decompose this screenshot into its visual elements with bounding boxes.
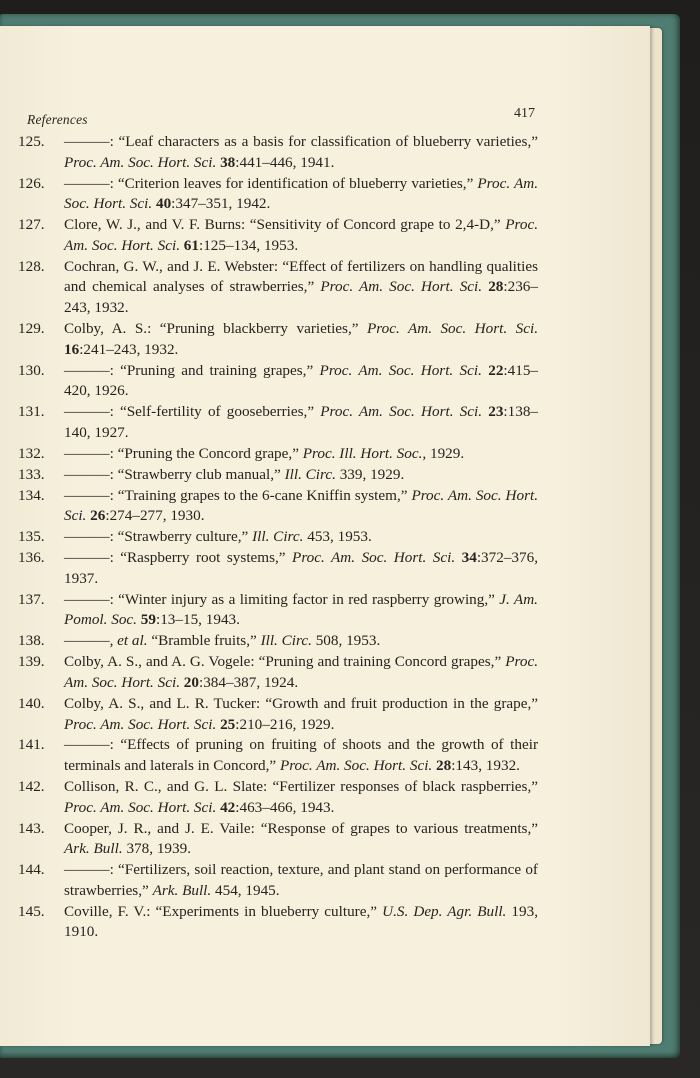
reference-author: ——— — [64, 736, 110, 754]
reference-pages-year: 339, 1929. — [335, 465, 405, 483]
reference-journal: Proc. Am. Soc. Hort. Sci. — [64, 216, 538, 254]
reference-entry — [18, 902, 538, 943]
reference-author: ——— — [64, 133, 110, 150]
reference-journal: J. Am. Pomol. Soc. — [64, 590, 538, 629]
reference-title: : “Sensitivity of Concord grape to 2,4-D,” — [240, 216, 506, 234]
reference-volume: 28 — [436, 757, 452, 775]
reference-text — [64, 362, 538, 400]
reference-volume: 20 — [183, 673, 199, 691]
reference-pages-year: :210–216, 1929. — [235, 715, 335, 733]
reference-author: ——— — [64, 174, 110, 192]
reference-journal: Proc. Am. Soc. Hort. Sci. — [366, 320, 538, 338]
reference-pages-year: :463–466, 1943. — [235, 798, 335, 816]
reference-title: : “Pruning the Concord grape,” — [109, 444, 303, 462]
reference-pages-year: :274–277, 1930. — [105, 507, 205, 525]
reference-text — [64, 861, 538, 899]
reference-entry — [18, 132, 538, 173]
reference-title: : “Effect of fertilizers on handling qualities and chemical analyses of strawberries,” — [64, 257, 538, 296]
reference-volume: 34 — [461, 549, 477, 567]
reference-pages-year: :138–140, 1927. — [64, 403, 539, 441]
reference-journal: Proc. Am. Soc. Hort. Sci. — [292, 549, 456, 567]
reference-journal: Proc. Am. Soc. Hort. Sci. — [64, 715, 217, 733]
reference-entry — [18, 548, 538, 589]
reference-author: ——— — [64, 632, 110, 650]
reference-journal: Ark. Bull. — [152, 881, 212, 899]
reference-entry — [18, 735, 538, 776]
reference-pages-year: 508, 1953. — [311, 632, 381, 650]
reference-journal: Ill. Circ. — [252, 528, 304, 546]
reference-entry — [18, 465, 538, 486]
reference-author: Cooper, J. R., and J. E. Vaile — [64, 819, 251, 837]
reference-entry — [18, 631, 538, 652]
reference-list — [18, 132, 538, 943]
reference-journal: Proc. Am. Soc. Hort. Sci. — [279, 757, 433, 775]
reference-title: : “Pruning and training Concord grapes,” — [250, 653, 506, 671]
reference-text — [64, 778, 538, 816]
reference-title: : “Growth and fruit production in the grape,” — [256, 694, 538, 712]
reference-title: : “Winter injury as a limiting factor in red raspberry growing,” — [109, 590, 500, 608]
reference-journal: Proc. Am. Soc. Hort. Sci. — [64, 153, 217, 171]
reference-entry — [18, 257, 538, 319]
reference-text — [64, 175, 538, 213]
reference-text — [64, 466, 404, 483]
reference-number: 145. — [18, 902, 45, 920]
reference-text — [64, 632, 380, 649]
reference-entry — [18, 215, 538, 256]
reference-pages-year: :384–387, 1924. — [198, 673, 299, 691]
reference-volume: 25 — [220, 715, 236, 733]
reference-author: Colby, A. S., and A. G. Vogele — [64, 653, 251, 671]
reference-number: 126. — [18, 174, 45, 192]
reference-text — [64, 736, 538, 774]
reference-author: ——— — [64, 590, 110, 608]
reference-entry — [18, 486, 538, 527]
reference-author: Collison, R. C., and G. L. Slate — [64, 777, 263, 795]
reference-pages-year: :347–351, 1942. — [171, 195, 271, 213]
reference-journal: Proc. Ill. Hort. Soc., — [302, 444, 427, 462]
reference-number: 143. — [18, 819, 45, 837]
reference-author: ——— — [64, 486, 110, 504]
reference-title: : “Strawberry club manual,” — [109, 465, 285, 483]
reference-number: 132. — [18, 444, 45, 462]
reference-entry — [18, 402, 538, 443]
reference-author: Coville, F. V. — [64, 902, 147, 920]
running-header — [27, 86, 535, 127]
reference-journal: Proc. Am. Soc. Hort. Sci. — [64, 486, 538, 525]
reference-number: 144. — [18, 861, 45, 879]
reference-number: 134. — [18, 486, 45, 504]
reference-volume: 23 — [488, 403, 504, 421]
reference-pages-year: :415–420, 1926. — [64, 361, 539, 400]
reference-entry — [18, 527, 538, 548]
reference-title: : “Response of grapes to various treatments,” — [250, 819, 538, 837]
reference-volume: 59 — [140, 611, 156, 629]
reference-title: : “Fertilizers, soil reaction, texture, and plant stand on performance of strawberries,” — [64, 861, 538, 899]
book-page — [0, 26, 650, 1046]
reference-journal: Proc. Am. Soc. Hort. Sci. — [64, 798, 217, 816]
reference-author: Colby, A. S. — [64, 320, 148, 338]
reference-pages-year: 193, 1910. — [64, 902, 539, 941]
reference-title: : “Leaf characters as a basis for classification of blueberry varieties,” — [109, 133, 538, 150]
reference-volume: 26 — [90, 507, 106, 525]
reference-entry — [18, 819, 538, 860]
reference-pages-year: :125–134, 1953. — [198, 236, 299, 254]
reference-text — [64, 695, 538, 733]
reference-pages-year: :13–15, 1943. — [155, 611, 240, 629]
reference-entry — [18, 319, 538, 360]
reference-number: 139. — [18, 653, 45, 671]
reference-entry — [18, 652, 538, 693]
reference-journal: Ark. Bull. — [64, 840, 123, 858]
reference-entry — [18, 361, 538, 402]
reference-text — [64, 653, 538, 691]
reference-title: : “Pruning and training grapes,” — [109, 361, 320, 379]
reference-entry — [18, 174, 538, 215]
reference-title: : “Training grapes to the 6-cane Kniffin system,” — [109, 486, 412, 504]
reference-pages-year: :241–243, 1932. — [79, 340, 179, 358]
reference-entry — [18, 590, 538, 631]
reference-volume: 22 — [488, 361, 504, 379]
reference-author: Clore, W. J., and V. F. Burns — [64, 216, 241, 234]
reference-title: : “Fertilizer responses of black raspberries,” — [263, 777, 538, 795]
reference-pages-year: :372–376, 1937. — [64, 549, 539, 587]
reference-text — [64, 320, 538, 358]
reference-author: Colby, A. S., and L. R. Tucker — [64, 694, 256, 712]
reference-text — [64, 528, 372, 545]
reference-pages-year: :236–243, 1932. — [64, 278, 538, 317]
reference-volume: 28 — [488, 278, 504, 296]
reference-number: 140. — [18, 694, 45, 712]
reference-number: 138. — [18, 632, 45, 650]
reference-text — [64, 258, 538, 316]
reference-number: 131. — [18, 403, 45, 421]
reference-author: ——— — [64, 361, 110, 379]
reference-number: 142. — [18, 777, 45, 795]
reference-entry — [18, 777, 538, 818]
reference-text — [64, 216, 538, 254]
reference-text — [64, 487, 538, 525]
reference-text — [64, 591, 538, 629]
reference-title: “Bramble fruits,” — [147, 632, 261, 650]
reference-text — [64, 133, 538, 171]
reference-title: : “Criterion leaves for identification of blueberry varieties,” — [109, 174, 478, 192]
reference-journal: Proc. Am. Soc. Hort. Sci. — [64, 174, 538, 213]
reference-journal: Proc. Am. Soc. Hort. Sci. — [320, 403, 483, 421]
reference-journal: Proc. Am. Soc. Hort. Sci. — [320, 278, 483, 296]
reference-author: ——— — [64, 444, 110, 462]
reference-volume: 40 — [155, 195, 172, 213]
reference-title: : “Experiments in blueberry culture,” — [146, 902, 383, 920]
reference-volume: 61 — [183, 236, 199, 254]
reference-author: Cochran, G. W., and J. E. Webster — [64, 257, 274, 275]
reference-text — [64, 903, 538, 941]
reference-number: 128. — [18, 257, 45, 275]
reference-number: 135. — [18, 528, 45, 546]
reference-pages-year: 454, 1945. — [211, 881, 280, 899]
reference-title: : “Strawberry culture,” — [109, 528, 253, 546]
reference-number: 137. — [18, 590, 45, 608]
reference-pages-year: :143, 1932. — [451, 757, 520, 775]
reference-title: : “Raspberry root systems,” — [109, 549, 293, 567]
reference-text — [64, 549, 538, 587]
reference-number: 130. — [18, 361, 45, 379]
reference-text — [64, 820, 538, 858]
reference-title: : “Pruning blackberry varieties,” — [147, 320, 367, 338]
reference-number: 136. — [18, 549, 45, 567]
reference-entry — [18, 444, 538, 465]
reference-journal: Ill. Circ. — [260, 632, 312, 650]
reference-number: 129. — [18, 320, 45, 338]
reference-author: ——— — [64, 549, 110, 567]
reference-volume: 38 — [220, 153, 236, 171]
running-title: References — [27, 112, 88, 127]
reference-number: 133. — [18, 465, 45, 483]
reference-author: ——— — [64, 528, 110, 546]
reference-journal: Ill. Circ. — [284, 465, 336, 483]
reference-author: ——— — [64, 465, 110, 483]
reference-text — [64, 445, 464, 462]
reference-volume: 16 — [64, 340, 80, 358]
reference-entry — [18, 694, 538, 735]
reference-et-al: , et al. — [109, 632, 148, 650]
reference-author: ——— — [64, 403, 110, 421]
reference-pages-year: 1929. — [426, 444, 465, 462]
reference-pages-year: 453, 1953. — [303, 528, 372, 546]
reference-journal: Proc. Am. Soc. Hort. Sci. — [64, 653, 538, 691]
reference-title: : “Effects of pruning on fruiting of shoots and the growth of their terminals and laterals in Concord,” — [64, 736, 538, 775]
reference-number: 141. — [18, 736, 45, 754]
reference-entry — [18, 860, 538, 901]
reference-title: : “Self-fertility of gooseberries,” — [109, 403, 321, 421]
reference-journal: U.S. Dep. Agr. Bull. — [382, 902, 507, 920]
reference-text — [64, 403, 538, 441]
reference-pages-year: :441–446, 1941. — [235, 153, 335, 171]
reference-pages-year: 378, 1939. — [122, 840, 191, 858]
reference-author: ——— — [64, 861, 110, 879]
reference-journal: Proc. Am. Soc. Hort. Sci. — [319, 361, 482, 379]
reference-volume: 42 — [220, 798, 236, 816]
reference-number: 127. — [18, 216, 45, 234]
reference-number: 125. — [18, 133, 45, 150]
page-number: 417 — [514, 106, 535, 121]
